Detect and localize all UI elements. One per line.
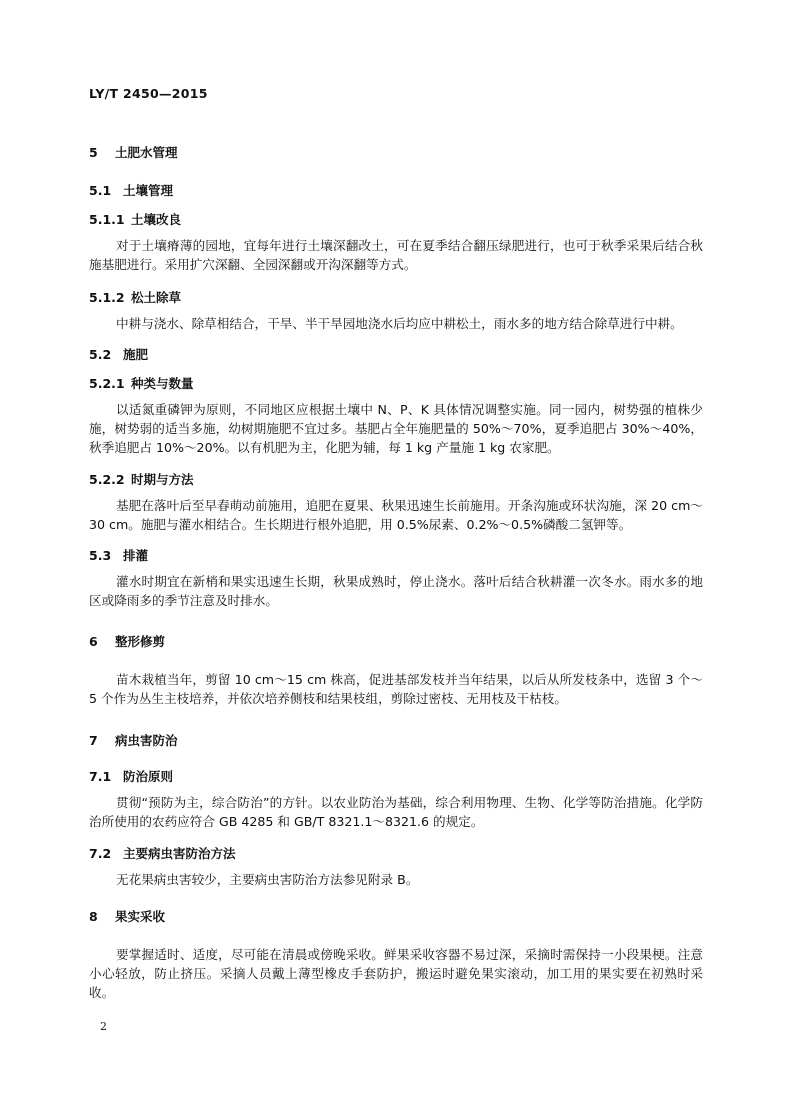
section-title: 主要病虫害防治方法 [123,846,236,861]
section-number: 5.2.1 [89,376,125,391]
section-5-1-1-heading [89,210,181,228]
section-7-1-heading [89,767,173,785]
section-6-text: 苗木栽植当年，剪留 10 cm～15 cm 株高，促进基部发枝并当年结果，以后从所发枝条中，选留 3 个～5 个作为丛生主枝培养，并依次培养侧枝和结果枝组，剪除过密枝、无用枝及干枯枝。 [89,672,703,706]
section-title: 种类与数量 [131,376,194,391]
section-title: 排灌 [123,548,149,563]
section-title: 整形修剪 [115,634,166,649]
section-7-1-text: 贯彻“预防为主，综合防治”的方针。以农业防治为基础，综合利用物理、生物、化学等防治措施。化学防治所使用的农药应符合 GB 4285 和 GB/T 8321.1～8321.6 的规定。 [89,795,703,829]
section-number: 7.2 [89,846,112,861]
section-number: 5.2 [89,347,112,362]
section-title: 时期与方法 [131,472,194,487]
section-5-2-heading [89,345,148,363]
section-5-1-heading [89,181,173,199]
section-5-2-1-heading [89,374,194,392]
section-number: 7 [89,733,98,748]
section-5-1-2-text: 中耕与浇水、除草相结合，干旱、半干旱园地浇水后均应中耕松土，雨水多的地方结合除草进行中耕。 [116,316,683,331]
section-5-2-2-text: 基肥在落叶后至早春萌动前施用，追肥在夏果、秋果迅速生长前施用。开条沟施或环状沟施，深 20 cm～30 cm。施肥与灌水相结合。生长期进行根外追肥，用 0.5%尿素、0.2%～0.5%磷酸二氢钾等。 [89,498,703,532]
section-7-2-text: 无花果病虫害较少，主要病虫害防治方法参见附录 B。 [116,872,419,887]
section-title: 施肥 [123,347,149,362]
section-7-heading [89,731,178,749]
section-title: 防治原则 [123,769,174,784]
section-5-1-1-text: 对于土壤瘠薄的园地，宜每年进行土壤深翻改土，可在夏季结合翻压绿肥进行，也可于秋季采果后结合秋施基肥进行。采用扩穴深翻、全园深翻或开沟深翻等方式。 [89,238,703,272]
page-number: 2 [100,1020,107,1033]
section-title: 土肥水管理 [115,145,178,160]
section-8-heading [89,907,165,925]
section-5-2-1-text: 以适氮重磷钾为原则，不同地区应根据土壤中 N、P、K 具体情况调整实施。同一园内，树势强的植株少施，树势弱的适当多施，幼树期施肥不宜过多。基肥占全年施肥量的 50%～70%，夏季追肥占 30%～40%，秋季追肥占 10%～20%。以有机肥为主，化肥为辅，每 1 kg 产量施 1 kg 农家肥。 [89,402,703,455]
section-6-heading [89,632,165,650]
section-5-heading [89,143,178,161]
section-5-2-2-heading [89,470,194,488]
section-title: 土壤管理 [123,183,174,198]
section-number: 5.3 [89,548,112,563]
section-number: 7.1 [89,769,112,784]
section-title: 松土除草 [131,290,182,305]
section-8-text: 要掌握适时、适度，尽可能在清晨或傍晚采收。鲜果采收容器不易过深，采摘时需保持一小段果梗。注意小心轻放，防止挤压。采摘人员戴上薄型橡皮手套防护，搬运时避免果实滚动，加工用的果实要在初熟时采收。 [89,947,703,1000]
section-title: 土壤改良 [131,212,182,227]
section-number: 6 [89,634,98,649]
section-number: 5.1.2 [89,290,125,305]
section-number: 8 [89,909,98,924]
section-title: 病虫害防治 [115,733,178,748]
standard-code: LY/T 2450—2015 [89,86,208,101]
section-5-3-text: 灌水时期宜在新梢和果实迅速生长期，秋果成熟时，停止浇水。落叶后结合秋耕灌一次冬水。雨水多的地区或降雨多的季节注意及时排水。 [89,574,703,608]
section-number: 5.1.1 [89,212,125,227]
section-number: 5.2.2 [89,472,125,487]
section-5-1-2-heading [89,288,181,306]
section-number: 5.1 [89,183,112,198]
section-number: 5 [89,145,98,160]
section-title: 果实采收 [115,909,166,924]
section-7-2-heading [89,844,236,862]
section-5-3-heading [89,546,148,564]
